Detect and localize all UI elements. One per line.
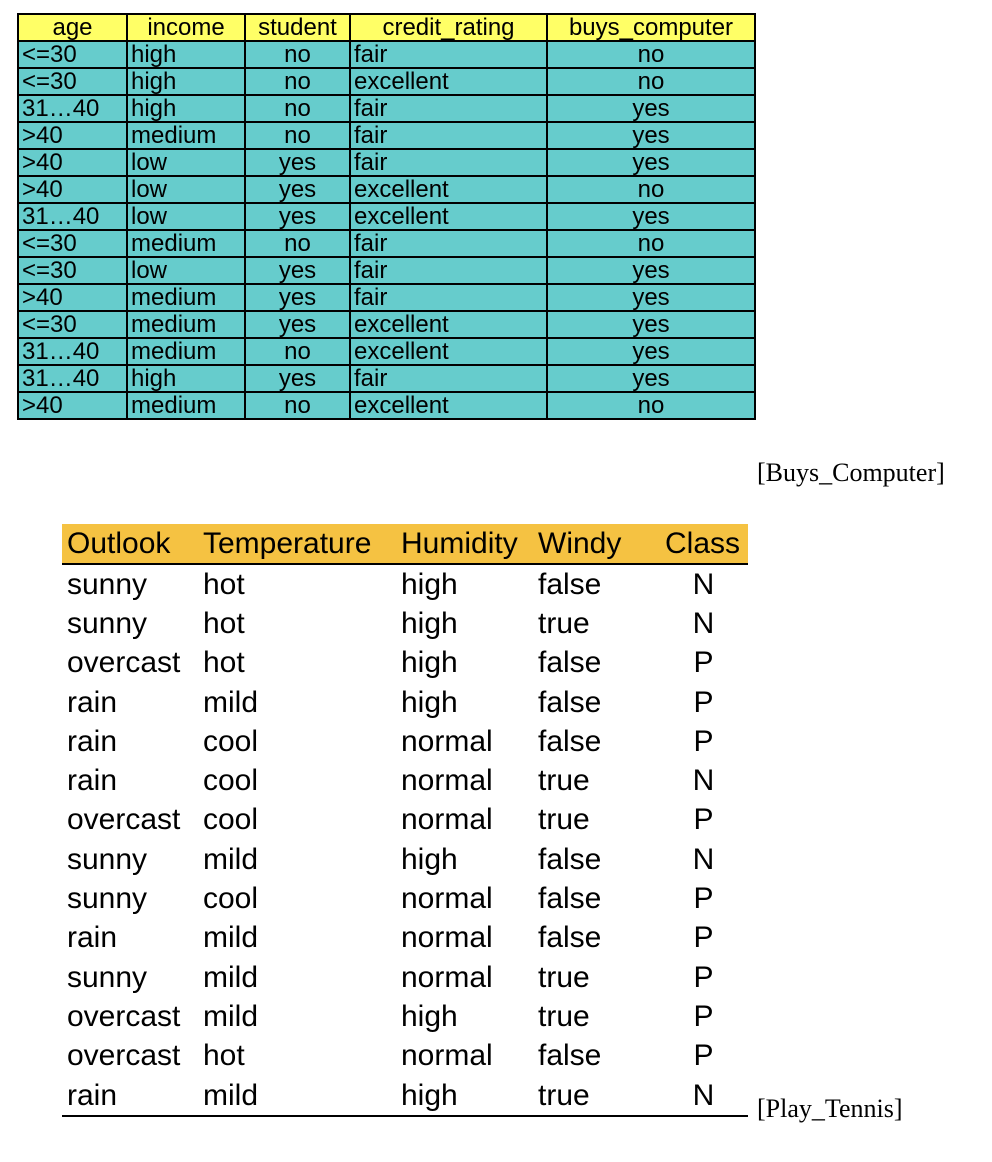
- cell-class: P: [693, 803, 714, 837]
- cell-income: medium: [127, 284, 245, 311]
- table-row: [18, 176, 755, 203]
- cell-class: P: [693, 960, 714, 994]
- cell-credit-rating: fair: [350, 230, 547, 257]
- table-row: [62, 761, 748, 800]
- table-row: [62, 604, 748, 643]
- cell-windy: false: [538, 921, 602, 955]
- cell-student: yes: [245, 176, 350, 203]
- table-row: [62, 1037, 748, 1076]
- cell-outlook: overcast: [67, 999, 181, 1033]
- table-row: [62, 801, 748, 840]
- buys-computer-caption: [Buys_Computer]: [757, 458, 945, 487]
- cell-income: high: [127, 68, 245, 95]
- cell-age: <=30: [18, 257, 127, 284]
- cell-credit-rating: excellent: [350, 203, 547, 230]
- table-row: [62, 683, 748, 722]
- cell-credit-rating: excellent: [350, 392, 547, 419]
- cell-buys-computer: yes: [547, 338, 755, 365]
- cell-credit-rating: fair: [350, 284, 547, 311]
- cell-student: no: [245, 338, 350, 365]
- cell-windy: true: [538, 999, 590, 1033]
- cell-temperature: mild: [203, 1078, 259, 1112]
- cell-buys-computer: yes: [547, 95, 755, 122]
- header-credit-rating: credit_rating: [350, 14, 547, 41]
- header-humidity: Humidity: [401, 526, 518, 560]
- cell-windy: false: [538, 724, 602, 758]
- cell-credit-rating: fair: [350, 257, 547, 284]
- buys-computer-table: [17, 13, 756, 420]
- header-age: age: [18, 14, 127, 41]
- cell-age: <=30: [18, 230, 127, 257]
- cell-temperature: hot: [203, 567, 245, 601]
- table-row: [18, 41, 755, 68]
- cell-age: 31…40: [18, 203, 127, 230]
- cell-buys-computer: no: [547, 176, 755, 203]
- cell-buys-computer: yes: [547, 311, 755, 338]
- cell-student: yes: [245, 365, 350, 392]
- cell-outlook: overcast: [67, 646, 181, 680]
- cell-credit-rating: fair: [350, 95, 547, 122]
- table-row: [62, 644, 748, 683]
- table-row: [62, 919, 748, 958]
- cell-credit-rating: fair: [350, 41, 547, 68]
- cell-windy: false: [538, 842, 602, 876]
- cell-temperature: mild: [203, 999, 259, 1033]
- header-student: student: [245, 14, 350, 41]
- cell-class: N: [692, 1078, 715, 1112]
- cell-humidity: normal: [401, 764, 493, 798]
- cell-outlook: sunny: [67, 882, 148, 916]
- table-row: [18, 392, 755, 419]
- cell-student: no: [245, 68, 350, 95]
- cell-student: yes: [245, 311, 350, 338]
- table-row: [18, 122, 755, 149]
- table-row: [18, 95, 755, 122]
- cell-income: medium: [127, 392, 245, 419]
- cell-class: P: [693, 882, 714, 916]
- cell-student: yes: [245, 284, 350, 311]
- cell-income: medium: [127, 338, 245, 365]
- cell-outlook: overcast: [67, 803, 181, 837]
- cell-class: N: [692, 606, 715, 640]
- cell-outlook: rain: [67, 685, 118, 719]
- cell-income: medium: [127, 311, 245, 338]
- cell-buys-computer: yes: [547, 365, 755, 392]
- cell-credit-rating: excellent: [350, 68, 547, 95]
- table-row: [62, 722, 748, 761]
- cell-windy: false: [538, 685, 602, 719]
- table-row: [18, 257, 755, 284]
- cell-temperature: mild: [203, 921, 259, 955]
- cell-outlook: sunny: [67, 960, 148, 994]
- cell-humidity: normal: [401, 803, 493, 837]
- cell-buys-computer: no: [547, 68, 755, 95]
- cell-buys-computer: yes: [547, 284, 755, 311]
- header-windy: Windy: [538, 526, 622, 560]
- cell-outlook: rain: [67, 1078, 118, 1112]
- cell-humidity: high: [401, 567, 458, 601]
- table-row: [62, 879, 748, 918]
- cell-class: P: [693, 999, 714, 1033]
- cell-windy: true: [538, 1078, 590, 1112]
- cell-humidity: high: [401, 999, 458, 1033]
- cell-age: >40: [18, 176, 127, 203]
- cell-class: P: [693, 724, 714, 758]
- header-buys-computer: buys_computer: [547, 14, 755, 41]
- cell-windy: false: [538, 567, 602, 601]
- cell-income: high: [127, 41, 245, 68]
- table-row: [18, 311, 755, 338]
- cell-student: no: [245, 41, 350, 68]
- cell-humidity: high: [401, 1078, 458, 1112]
- cell-humidity: normal: [401, 882, 493, 916]
- cell-temperature: cool: [203, 882, 259, 916]
- cell-windy: true: [538, 803, 590, 837]
- cell-student: no: [245, 122, 350, 149]
- cell-class: P: [693, 921, 714, 955]
- cell-student: no: [245, 230, 350, 257]
- cell-income: high: [127, 95, 245, 122]
- cell-age: <=30: [18, 41, 127, 68]
- cell-humidity: high: [401, 842, 458, 876]
- cell-windy: false: [538, 1039, 602, 1073]
- header-temperature: Temperature: [203, 526, 372, 560]
- cell-humidity: high: [401, 606, 458, 640]
- play-tennis-table: [62, 524, 748, 1117]
- cell-outlook: sunny: [67, 606, 148, 640]
- cell-outlook: rain: [67, 724, 118, 758]
- cell-age: >40: [18, 149, 127, 176]
- cell-income: low: [127, 149, 245, 176]
- cell-humidity: high: [401, 646, 458, 680]
- table-row: [62, 565, 748, 604]
- cell-class: P: [693, 685, 714, 719]
- cell-buys-computer: yes: [547, 122, 755, 149]
- cell-age: 31…40: [18, 365, 127, 392]
- cell-outlook: overcast: [67, 1039, 181, 1073]
- cell-class: P: [693, 646, 714, 680]
- cell-student: no: [245, 392, 350, 419]
- cell-humidity: normal: [401, 1039, 493, 1073]
- table-row: [18, 149, 755, 176]
- cell-student: yes: [245, 257, 350, 284]
- cell-credit-rating: excellent: [350, 338, 547, 365]
- cell-income: medium: [127, 230, 245, 257]
- table-header-row: [62, 524, 748, 563]
- cell-credit-rating: excellent: [350, 311, 547, 338]
- cell-temperature: cool: [203, 803, 259, 837]
- table-row: [18, 203, 755, 230]
- cell-windy: true: [538, 606, 590, 640]
- cell-age: >40: [18, 284, 127, 311]
- cell-income: low: [127, 203, 245, 230]
- cell-student: yes: [245, 203, 350, 230]
- cell-temperature: cool: [203, 724, 259, 758]
- table-header-row: [18, 14, 755, 41]
- cell-outlook: sunny: [67, 567, 148, 601]
- cell-buys-computer: no: [547, 230, 755, 257]
- cell-outlook: rain: [67, 764, 118, 798]
- cell-humidity: normal: [401, 724, 493, 758]
- cell-class: N: [692, 764, 715, 798]
- table-row: [18, 365, 755, 392]
- cell-outlook: rain: [67, 921, 118, 955]
- cell-class: N: [692, 842, 715, 876]
- header-income: income: [127, 14, 245, 41]
- cell-buys-computer: yes: [547, 149, 755, 176]
- cell-credit-rating: fair: [350, 122, 547, 149]
- cell-class: P: [693, 1039, 714, 1073]
- table-row: [62, 840, 748, 879]
- table-row: [62, 1076, 748, 1115]
- table-row: [18, 284, 755, 311]
- cell-income: low: [127, 176, 245, 203]
- cell-age: 31…40: [18, 338, 127, 365]
- cell-windy: false: [538, 882, 602, 916]
- table-row: [62, 958, 748, 997]
- cell-credit-rating: fair: [350, 365, 547, 392]
- cell-income: low: [127, 257, 245, 284]
- cell-temperature: mild: [203, 685, 259, 719]
- cell-windy: true: [538, 764, 590, 798]
- cell-age: 31…40: [18, 95, 127, 122]
- cell-buys-computer: yes: [547, 257, 755, 284]
- header-outlook: Outlook: [67, 526, 171, 560]
- cell-age: >40: [18, 122, 127, 149]
- cell-age: <=30: [18, 311, 127, 338]
- cell-buys-computer: yes: [547, 203, 755, 230]
- cell-humidity: high: [401, 685, 458, 719]
- cell-income: medium: [127, 122, 245, 149]
- header-class: Class: [664, 526, 740, 560]
- cell-credit-rating: fair: [350, 149, 547, 176]
- cell-credit-rating: excellent: [350, 176, 547, 203]
- cell-student: yes: [245, 149, 350, 176]
- cell-windy: true: [538, 960, 590, 994]
- cell-temperature: mild: [203, 960, 259, 994]
- table-row: [62, 997, 748, 1036]
- cell-temperature: hot: [203, 606, 245, 640]
- cell-age: <=30: [18, 68, 127, 95]
- cell-age: >40: [18, 392, 127, 419]
- cell-temperature: hot: [203, 646, 245, 680]
- cell-humidity: normal: [401, 921, 493, 955]
- play-tennis-caption: [Play_Tennis]: [757, 1094, 903, 1123]
- cell-temperature: hot: [203, 1039, 245, 1073]
- cell-temperature: mild: [203, 842, 259, 876]
- cell-outlook: sunny: [67, 842, 148, 876]
- cell-temperature: cool: [203, 764, 259, 798]
- cell-class: N: [692, 567, 715, 601]
- cell-windy: false: [538, 646, 602, 680]
- table-row: [18, 230, 755, 257]
- play-tennis-body: [62, 563, 748, 1117]
- cell-income: high: [127, 365, 245, 392]
- table-row: [18, 68, 755, 95]
- cell-student: no: [245, 95, 350, 122]
- table-row: [18, 338, 755, 365]
- cell-buys-computer: no: [547, 392, 755, 419]
- cell-buys-computer: no: [547, 41, 755, 68]
- cell-humidity: normal: [401, 960, 493, 994]
